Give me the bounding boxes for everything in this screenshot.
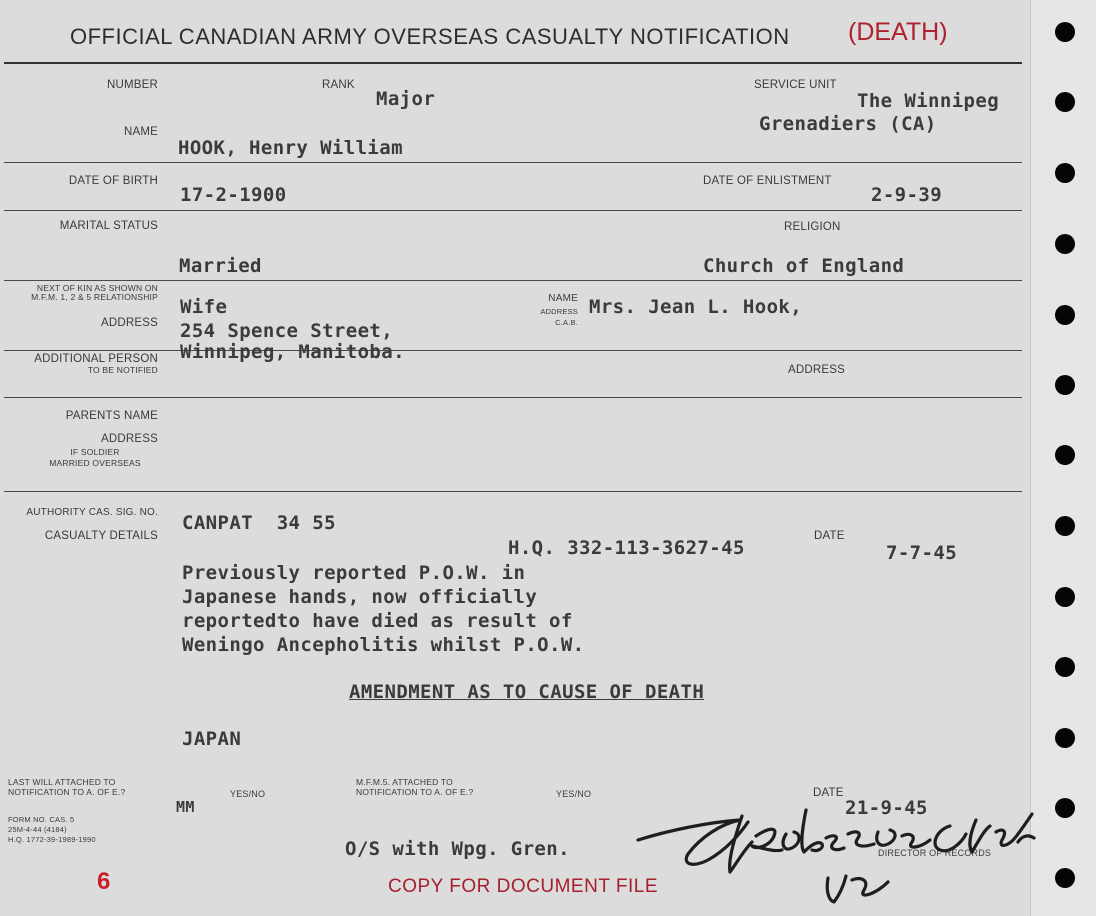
form-code: 25M-4-44 (4184)	[8, 825, 67, 834]
punch-hole-icon	[1055, 445, 1075, 465]
casualty-date-label: DATE	[814, 530, 845, 542]
country-value: JAPAN	[182, 728, 242, 750]
punch-hole-icon	[1055, 22, 1075, 42]
final-date-value: 21-9-45	[845, 797, 928, 819]
punch-hole-icon	[1055, 516, 1075, 536]
date-of-birth-label: DATE OF BIRTH	[68, 175, 158, 187]
punch-hole-icon	[1055, 163, 1075, 183]
address-label: ADDRESS	[101, 317, 158, 329]
married-overseas-label: MARRIED OVERSEAS	[49, 458, 141, 468]
initials-stamp: MM	[176, 798, 195, 816]
punch-hole-icon	[1055, 798, 1075, 818]
form-number: FORM NO. CAS. 5	[8, 815, 75, 824]
name-value: HOOK, Henry William	[178, 137, 403, 159]
nok-name-value: Mrs. Jean L. Hook,	[589, 296, 803, 318]
mfms-label-2: NOTIFICATION TO A. OF E.?	[356, 787, 474, 797]
document-title: OFFICIAL CANADIAN ARMY OVERSEAS CASUALTY NOTIFICATION	[70, 24, 790, 49]
if-soldier-label: IF SOLDIER	[70, 447, 120, 457]
religion-value: Church of England	[703, 255, 905, 277]
rank-label: RANK	[322, 79, 355, 91]
parents-address-label: ADDRESS	[101, 433, 158, 445]
form-hq: H.Q. 1772-39-1989-1990	[8, 835, 96, 844]
date-of-enlistment-value: 2-9-39	[871, 184, 943, 206]
parents-name-label: PARENTS NAME	[65, 410, 158, 422]
additional-person-label: ADDITIONAL PERSON	[34, 353, 158, 365]
date-of-birth-value: 17-2-1900	[180, 184, 287, 206]
religion-label: RELIGION	[784, 221, 841, 233]
nok-address-label: ADDRESS	[540, 307, 578, 316]
divider	[4, 62, 1022, 64]
address-line2: Winnipeg, Manitoba.	[180, 341, 405, 363]
to-be-notified-label: TO BE NOTIFIED	[87, 365, 158, 375]
casualty-details-label: CASUALTY DETAILS	[44, 530, 158, 542]
punch-hole-icon	[1055, 587, 1075, 607]
divider	[4, 350, 1022, 351]
relationship-value: Wife	[180, 296, 228, 318]
death-marker: (DEATH)	[848, 18, 948, 46]
service-unit-value-line1: The Winnipeg	[857, 90, 1000, 112]
hq-reference: H.Q. 332-113-3627-45	[508, 537, 745, 559]
signature-image	[630, 790, 1040, 910]
divider	[4, 162, 1022, 163]
last-will-label-2: NOTIFICATION TO A. OF E.?	[8, 787, 126, 797]
punch-hole-icon	[1055, 305, 1075, 325]
yes-no-label-1: YES/NO	[230, 789, 266, 799]
divider	[4, 210, 1022, 211]
details-line4: Weningo Ancepholitis whilst P.O.W.	[182, 634, 585, 656]
authority-value: CANPAT 34 55	[182, 512, 336, 534]
remark-value: O/S with Wpg. Gren.	[345, 838, 570, 860]
punch-hole-icon	[1055, 92, 1075, 112]
address-line1: 254 Spence Street,	[180, 320, 394, 342]
nok-cab-label: C.A.B.	[555, 318, 578, 327]
divider	[4, 397, 1022, 398]
nok-name-label: NAME	[548, 293, 578, 304]
punch-hole-icon	[1055, 234, 1075, 254]
relationship-label: M.F.M. 1, 2 & 5 RELATIONSHIP	[31, 292, 158, 302]
mfms-label: M.F.M.5. ATTACHED TO	[356, 777, 453, 787]
divider	[4, 280, 1022, 281]
additional-address-label: ADDRESS	[788, 364, 845, 376]
name-label: NAME	[123, 126, 158, 138]
punch-hole-icon	[1055, 375, 1075, 395]
authority-label: AUTHORITY CAS. SIG. NO.	[26, 507, 158, 518]
director-of-records-label: DIRECTOR OF RECORDS	[878, 848, 992, 858]
date-of-enlistment-label: DATE OF ENLISTMENT	[703, 175, 832, 187]
next-of-kin-label: NEXT OF KIN AS SHOWN ON	[36, 283, 158, 293]
yes-no-label-2: YES/NO	[556, 789, 592, 799]
details-line2: Japanese hands, now officially	[182, 586, 538, 608]
rank-value: Major	[376, 88, 436, 110]
copy-for-document-file: COPY FOR DOCUMENT FILE	[388, 876, 658, 897]
service-unit-label: SERVICE UNIT	[754, 79, 837, 91]
casualty-date-value: 7-7-45	[886, 542, 958, 564]
final-date-label: DATE	[813, 787, 844, 799]
service-unit-value-line2: Grenadiers (CA)	[759, 113, 937, 135]
divider	[4, 491, 1022, 492]
punch-hole-icon	[1055, 728, 1075, 748]
details-line3: reportedto have died as result of	[182, 610, 573, 632]
perforated-strip	[1030, 0, 1096, 916]
marital-status-value: Married	[179, 255, 262, 277]
punch-hole-icon	[1055, 868, 1075, 888]
punch-hole-icon	[1055, 657, 1075, 677]
card-number: 6	[97, 868, 111, 895]
details-line1: Previously reported P.O.W. in	[182, 562, 526, 584]
last-will-label: LAST WILL ATTACHED TO	[8, 777, 116, 787]
marital-status-label: MARITAL STATUS	[59, 220, 158, 232]
amendment-heading: AMENDMENT AS TO CAUSE OF DEATH	[349, 681, 705, 703]
number-label: NUMBER	[106, 79, 158, 91]
